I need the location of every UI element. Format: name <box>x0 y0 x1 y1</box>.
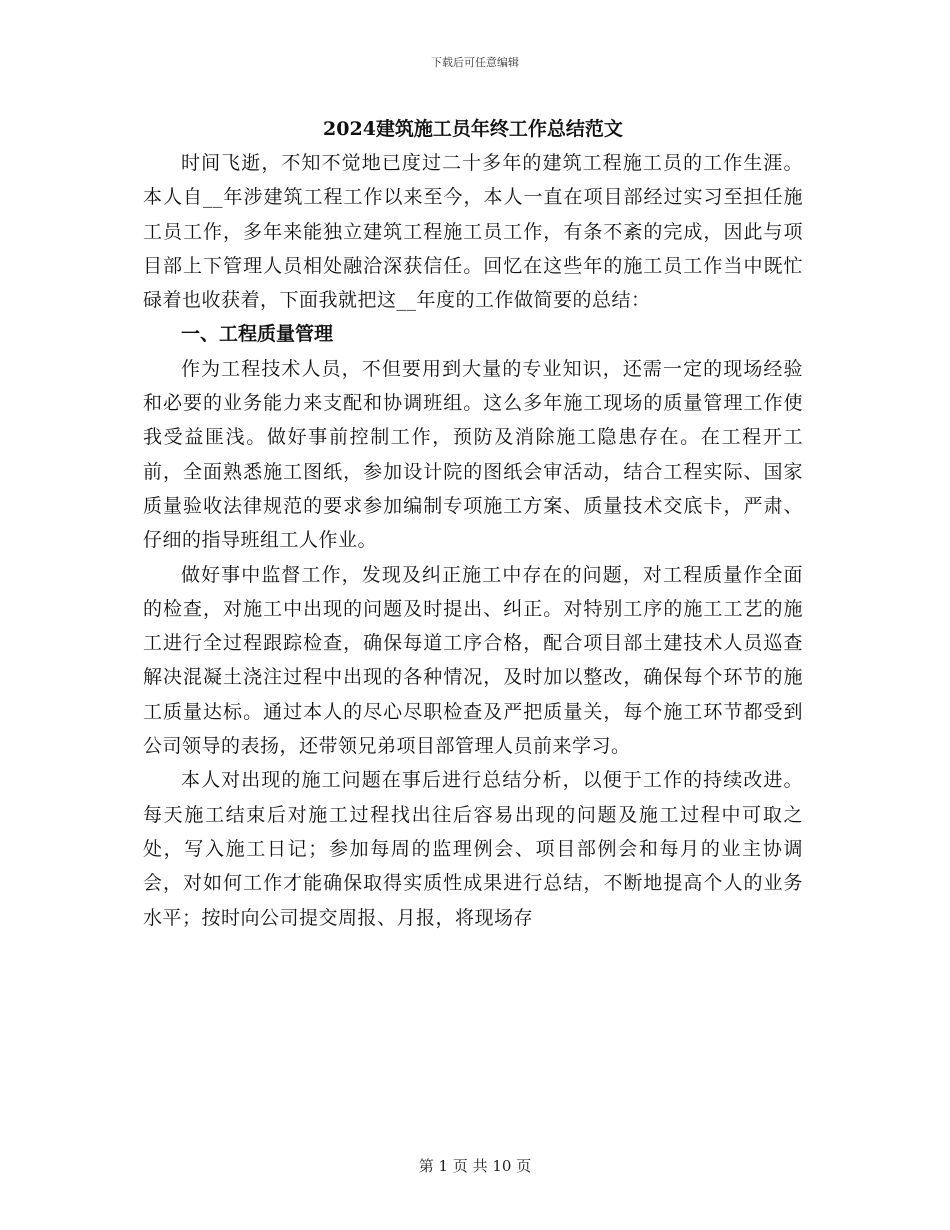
page-footer: 第 1 页 共 10 页 <box>418 1157 532 1175</box>
body-paragraph: 做好事中监督工作，发现及纠正施工中存在的问题，对工程质量作全面的检查，对施工中出现的问题及时提出、纠正。对特别工序的施工工艺的施工进行全过程跟踪检查，确保每道工序合格，配合项目部土建技术人员巡查解决混凝土浇注过程中出现的各种情况，及时加以整改，确保每个环节的施工质量达标。通过本人的尽心尽职检查及严把质量关，每个施工环节都受到公司领导的表扬，还带领兄弟项目部管理人员前来学习。 <box>143 563 803 758</box>
body-paragraph: 本人对出现的施工问题在事后进行总结分析，以便于工作的持续改进。每天施工结束后对施工过程找出往后容易出现的问题及施工过程中可取之处，写入施工日记；参加每周的监理例会、项目部例会和每月的业主协调会，对如何工作才能确保取得实质性成果进行总结，不断地提高个人的业务水平；按时向公司提交周报、月报，将现场存 <box>143 769 803 929</box>
document-title: 2024建筑施工员年终工作总结范文 <box>323 118 623 140</box>
section-heading-quality: 一、工程质量管理 <box>181 323 334 346</box>
document-body <box>143 112 803 935</box>
header-note: 下载后可任意编辑 <box>431 56 519 69</box>
body-paragraph: 作为工程技术人员，不但要用到大量的专业知识，还需一定的现场经验和必要的业务能力来支配和协调班组。这么多年施工现场的质量管理工作使我受益匪浅。做好事前控制工作，预防及消除施工隐患存在。在工程开工前，全面熟悉施工图纸，参加设计院的图纸会审活动，结合工程实际、国家质量验收法律规范的要求参加编制专项施工方案、质量技术交底卡，严肃、仔细的指导班组工人作业。 <box>143 357 803 552</box>
intro-paragraph: 时间飞逝，不知不觉地已度过二十多年的建筑工程施工员的工作生涯。本人自__年涉建筑工程工作以来至今，本人一直在项目部经过实习至担任施工员工作，多年来能独立建筑工程施工员工作，有条不紊的完成，因此与项目部上下管理人员相处融洽深获信任。回忆在这些年的施工员工作当中既忙碌着也收获着，下面我就把这__年度的工作做简要的总结： <box>143 152 803 312</box>
